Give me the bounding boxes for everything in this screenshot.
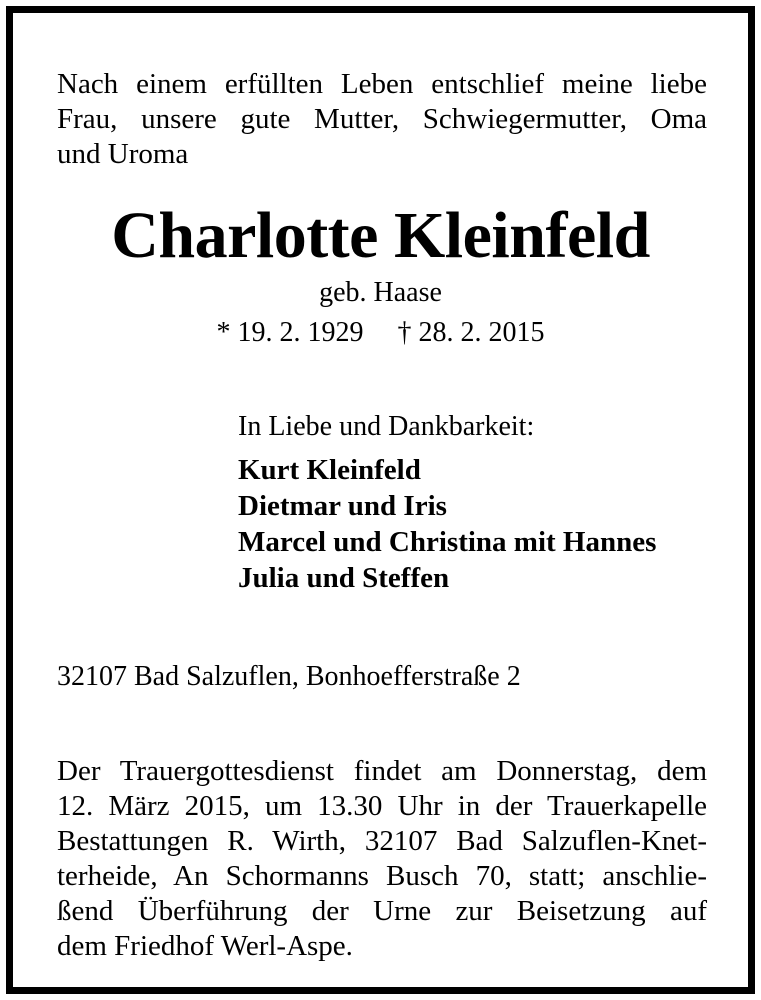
service-line: dem Friedhof Werl-Aspe. bbox=[57, 930, 353, 962]
birth-date: * 19. 2. 1929 bbox=[216, 317, 364, 348]
mourner-name: Julia und Steffen bbox=[238, 562, 450, 594]
life-dates bbox=[0, 316, 761, 350]
service-line: terheide, An Schormanns Busch 70, statt; anschlie- bbox=[57, 860, 707, 892]
family-address: 32107 Bad Salzuflen, Bonhoefferstraße 2 bbox=[57, 661, 521, 692]
service-line: Der Trauergottesdienst findet am Donnerstag, dem bbox=[57, 755, 707, 787]
intro-line: Nach einem erfüllten Leben entschlief meine liebe bbox=[57, 68, 707, 100]
service-text bbox=[57, 754, 707, 964]
deceased-name: Charlotte Kleinfeld bbox=[111, 199, 650, 272]
service-line: ßend Überführung der Urne zur Beisetzung auf bbox=[57, 895, 707, 927]
intro-line: Frau, unsere gute Mutter, Schwiegermutter, Oma bbox=[57, 103, 707, 135]
death-date: † 28. 2. 2015 bbox=[397, 317, 545, 348]
mourner-name: Dietmar und Iris bbox=[238, 490, 447, 522]
maiden-name: geb. Haase bbox=[319, 277, 442, 308]
intro-text bbox=[57, 67, 707, 172]
intro-line: und Uroma bbox=[57, 138, 189, 170]
service-line: 12. März 2015, um 13.30 Uhr in der Trauerkapelle bbox=[57, 790, 707, 822]
gratitude-heading: In Liebe und Dankbarkeit: bbox=[238, 411, 535, 442]
mourner-name: Marcel und Christina mit Hannes bbox=[238, 526, 657, 558]
mourner-name: Kurt Kleinfeld bbox=[238, 454, 421, 486]
service-line: Bestattungen R. Wirth, 32107 Bad Salzuflen-Knet- bbox=[57, 825, 707, 857]
mourners-list bbox=[238, 452, 656, 596]
